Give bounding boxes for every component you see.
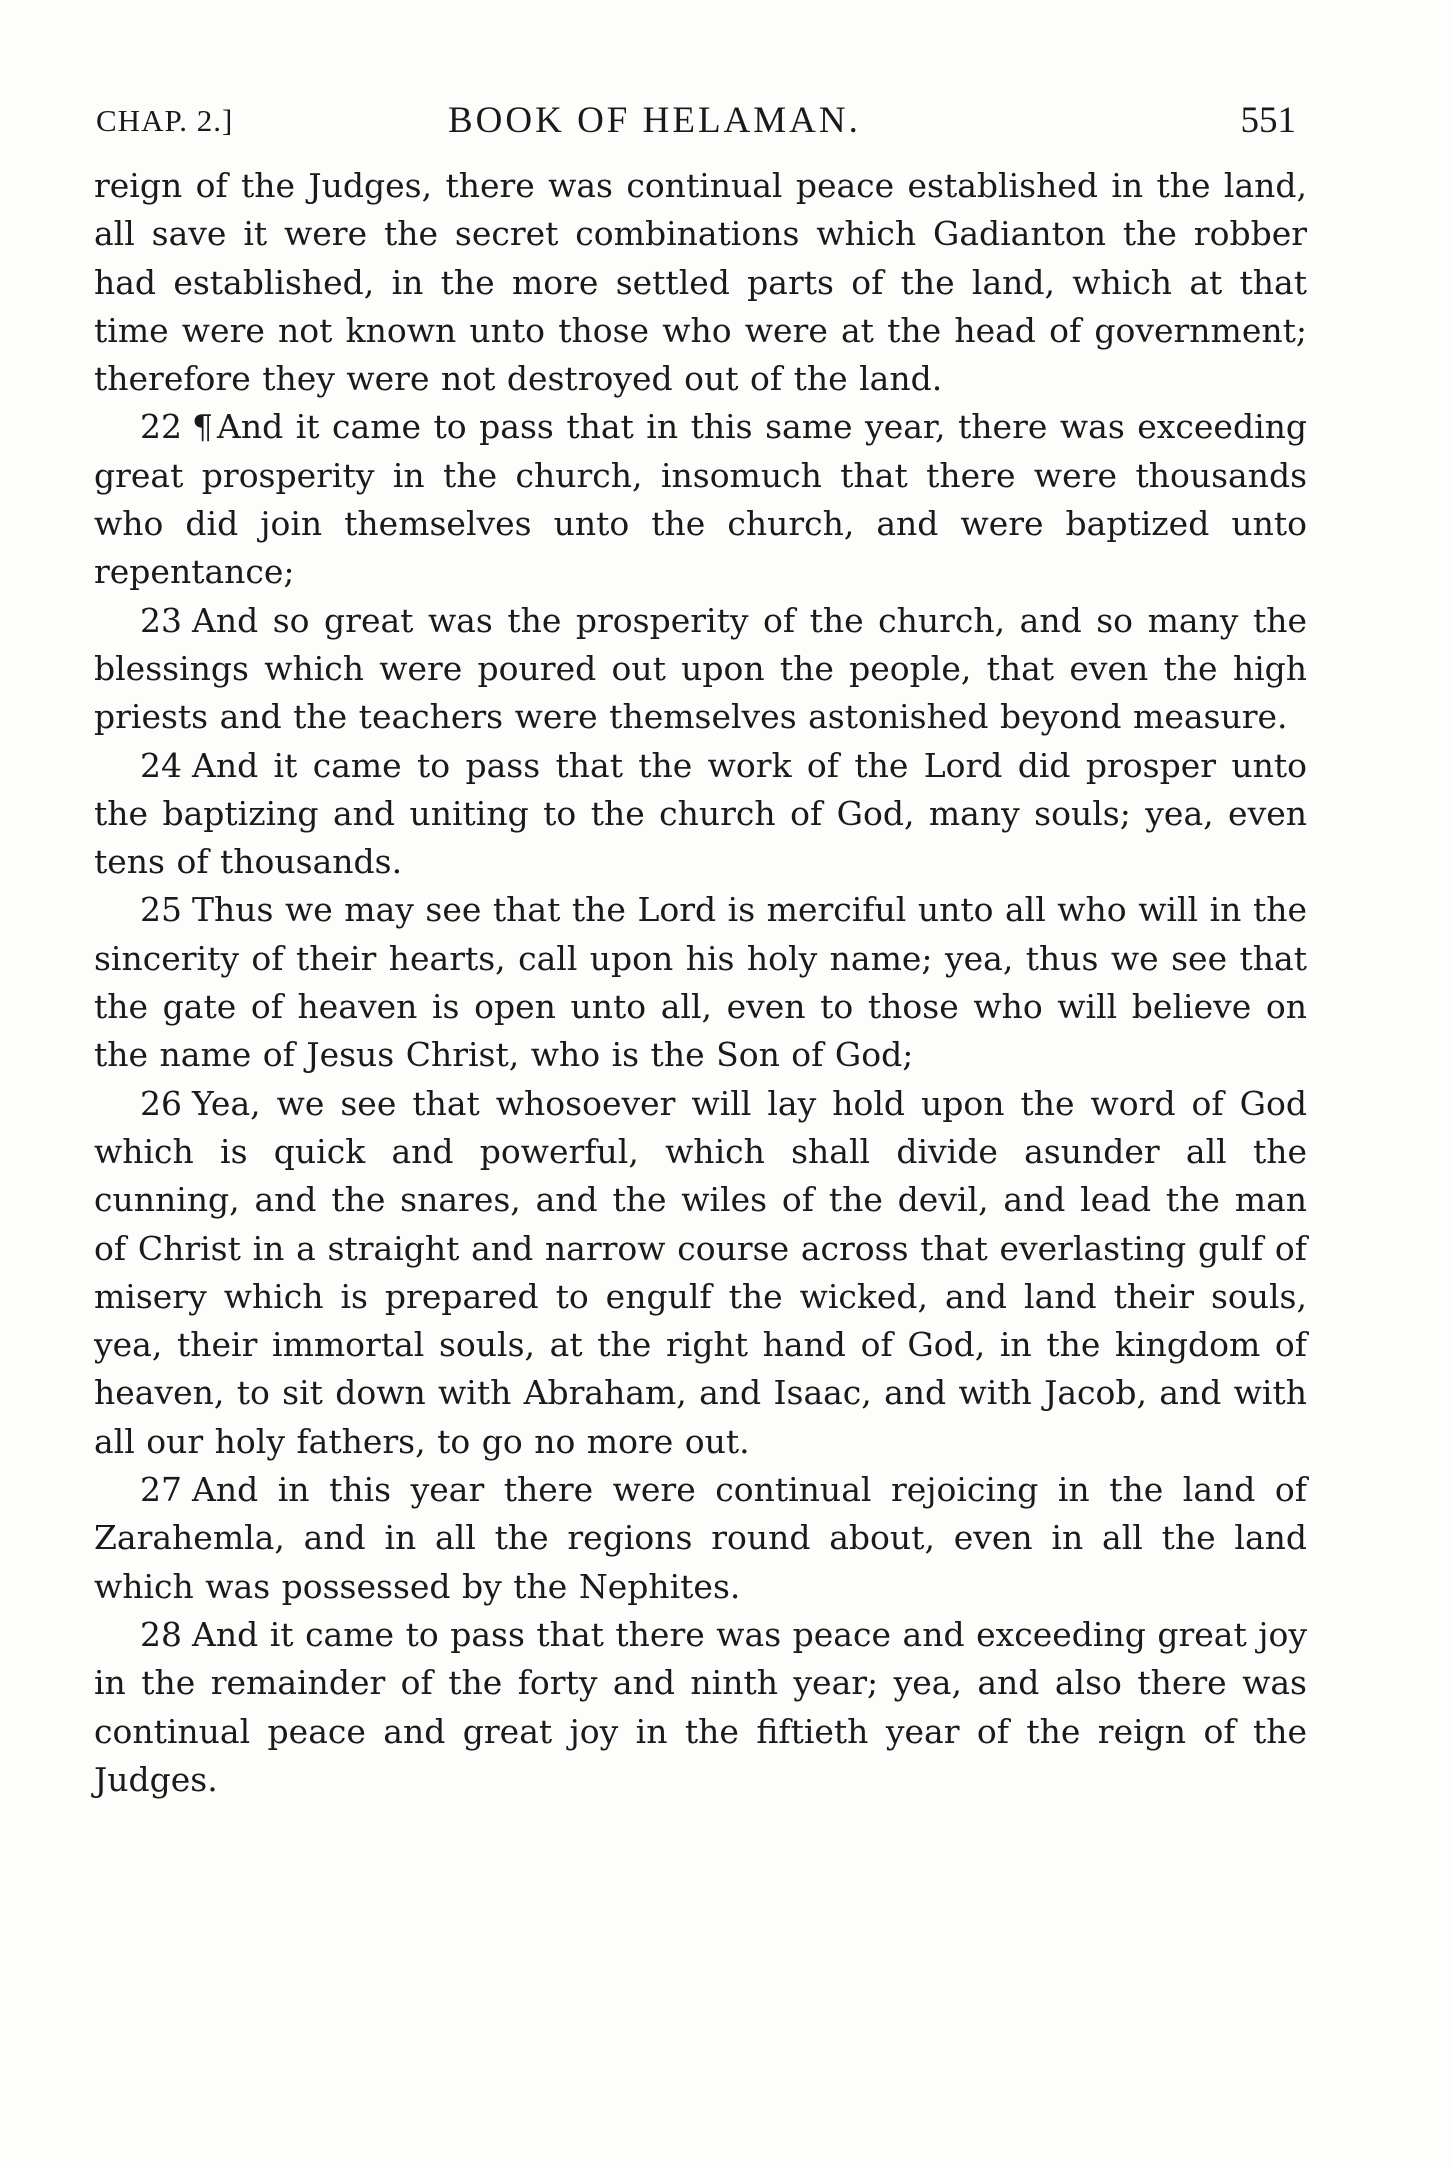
verse-24 [94, 742, 1307, 887]
page-body [94, 162, 1307, 1804]
verse-23 [94, 597, 1307, 742]
continuation-paragraph: reign of the Judges, there was continual peace established in the land, all save it were the secret combinations which Gadianton the robber had established, in the more settled parts of the land, which at that time were not known unto those who were at the head of government; therefore they were not destroyed out of the land. [94, 166, 1307, 399]
chapter-label: CHAP. 2.] [96, 103, 234, 138]
verse-text: And it came to pass that there was peace and exceeding great joy in the remainder of the forty and ninth year; yea, and also there was continual peace and great joy in the fiftieth year of the reign of the Judges. [94, 1614, 1307, 1799]
verse-text: And it came to pass that the work of the Lord did prosper unto the baptizing and uniting to the church of God, many souls; yea, even tens of thousands. [94, 745, 1307, 882]
verse-number: 25 [140, 890, 182, 930]
verse-number: 24 [140, 745, 182, 785]
verse-25 [94, 886, 1307, 1079]
verse-26 [94, 1080, 1307, 1466]
verse-text: Yea, we see that whosoever will lay hold upon the word of God which is quick and powerful, which shall divide asunder all the cunning, and the snares, and the wiles of the devil, and lead the man of Christ in a straight and narrow course across that everlasting gulf of misery which is prepared to engulf the wicked, and land their souls, yea, their immortal souls, at the right hand of God, in the kingdom of heaven, to sit down with Abraham, and Isaac, and with Jacob, and with all our holy fathers, to go no more out. [94, 1083, 1307, 1461]
page-number: 551 [1240, 100, 1296, 141]
verse-28 [94, 1611, 1307, 1804]
verse-text: And it came to pass that in this same year, there was exceeding great prosperity in the church, insomuch that there were thousands who did join themselves unto the church, and were baptized unto repentance; [94, 407, 1307, 592]
book-title: BOOK OF HELAMAN. [448, 100, 861, 141]
verse-22 [94, 403, 1307, 596]
verse-text: And in this year there were continual rejoicing in the land of Zarahemla, and in all the regions round about, even in all the land which was possessed by the Nephites. [94, 1470, 1307, 1606]
paragraph-mark-icon: ¶ [192, 407, 213, 447]
running-header [96, 96, 1296, 146]
verse-text: Thus we may see that the Lord is merciful unto all who will in the sincerity of their hearts, call upon his holy name; yea, thus we see that the gate of heaven is open unto all, even to those who will believe on the name of Jesus Christ, who is the Son of God; [94, 890, 1307, 1075]
verse-number: 28 [140, 1614, 182, 1654]
verse-number: 26 [140, 1083, 182, 1123]
verse-27 [94, 1466, 1307, 1611]
verse-text: And so great was the prosperity of the church, and so many the blessings which were poured out upon the people, that even the high priests and the teachers were themselves astonished beyond measure. [94, 600, 1307, 737]
verse-number: 27 [140, 1470, 182, 1510]
verse-number: 23 [140, 600, 182, 640]
verse-number: 22 [140, 407, 182, 447]
